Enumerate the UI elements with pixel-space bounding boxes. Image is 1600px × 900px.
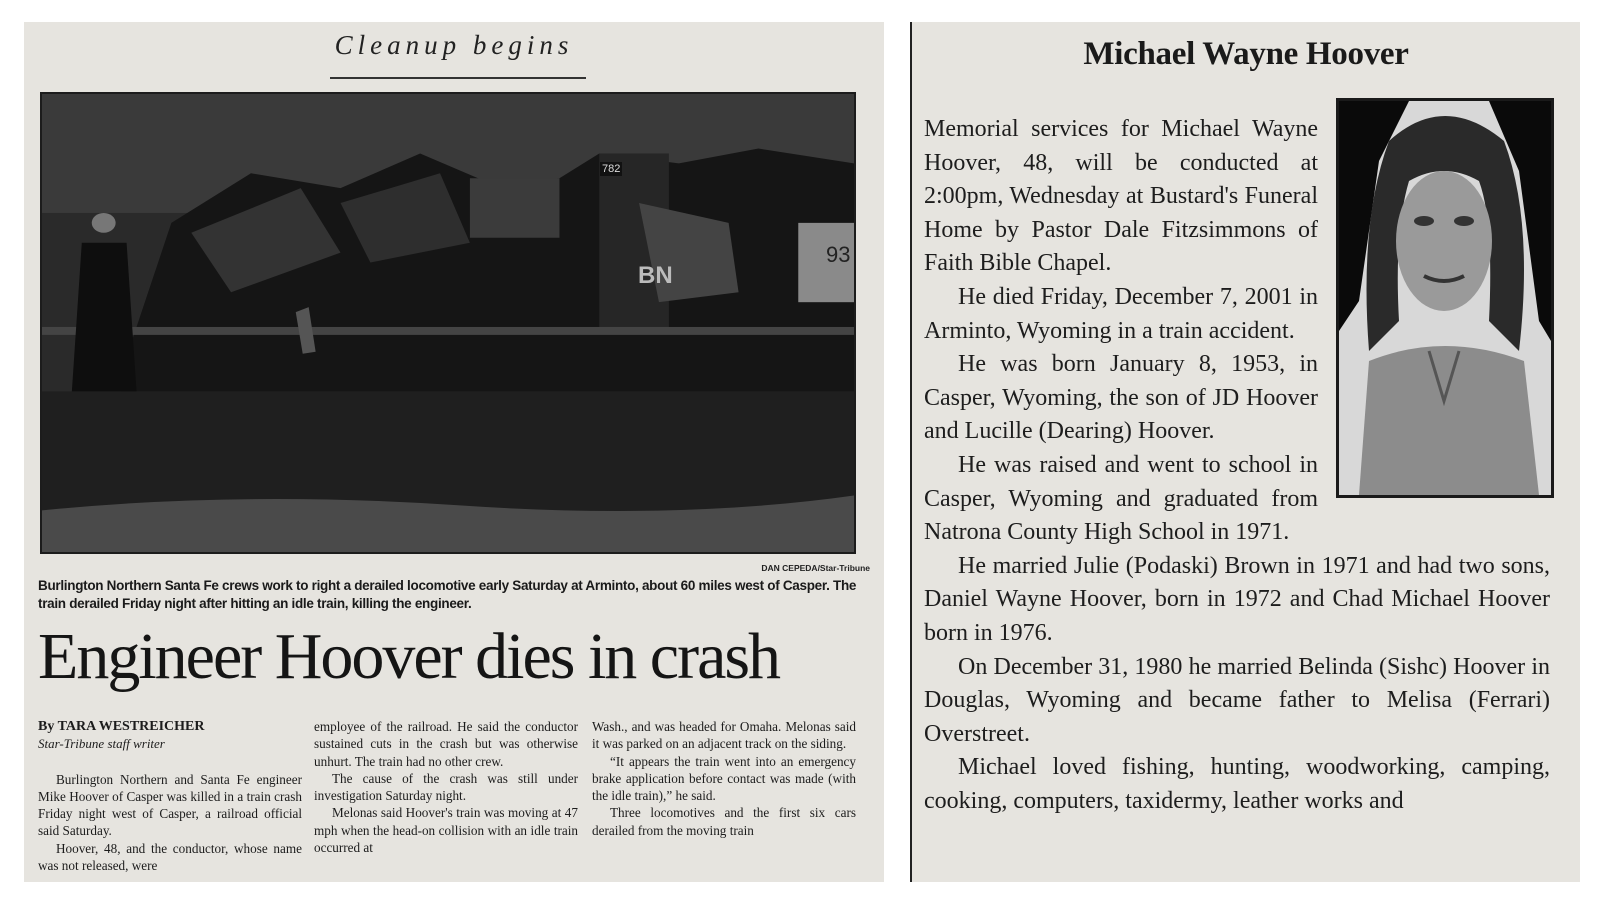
obituary-paragraph: He died Friday, December 7, 2001 in Arminto, Wyoming in a train accident. [924,283,1318,344]
locomotive-number: 782 [602,163,621,175]
article-column-3 [592,718,856,839]
derailed-locomotive-image [42,94,854,552]
article-clipping [24,22,884,882]
article-paragraph: employee of the railroad. He said the conductor sustained cuts in the crash but was otherwise unhurt. The train had no other crew. [314,719,578,769]
portrait-spacer [1318,113,1550,511]
kicker: Cleanup begins [334,30,574,60]
article-column-2 [314,718,578,856]
article-column-1 [38,718,302,874]
locomotive-logo: BN [638,262,673,289]
obituary-body [924,113,1550,818]
locomotive-number: 93 [826,242,851,267]
article-paragraph: Wash., and was headed for Omaha. Melonas said it was parked on an adjacent track on the siding. [592,719,856,752]
obituary-paragraph: He was raised and went to school in Casper, Wyoming and graduated from Natrona County High School in 1971. [924,451,1318,546]
crash-photo [40,92,856,554]
obituary-title: Michael Wayne Hoover [1083,36,1409,72]
article-paragraph: Three locomotives and the first six cars derailed from the moving train [592,805,856,838]
article-paragraph: The cause of the crash was still under investigation Saturday night. [314,770,578,804]
obituary-clipping [910,22,1580,882]
obituary-paragraph: He was born January 8, 1953, in Casper, Wyoming, the son of JD Hoover and Lucille (Dearing) Hoover. [924,351,1318,445]
obituary-paragraph: He married Julie (Podaski) Brown in 1971 and had two sons, Daniel Wayne Hoover, born in 1972 and Chad Michael Hoover born in 1976. [924,552,1550,646]
obituary-paragraph: Michael loved fishing, hunting, woodworking, camping, cooking, computers, taxidermy, leather works and [924,754,1550,814]
byline-title: Star-Tribune staff writer [38,736,165,752]
article-paragraph: “It appears the train went into an emergency brake application before contact was made (with the idle train),” he said. [592,753,856,804]
obituary-paragraph: On December 31, 1980 he married Belinda (Sishc) Hoover in Douglas, Wyoming and became father to Melisa (Ferrari) Overstreet. [924,653,1550,747]
obituary-paragraph: Memorial services for Michael Wayne Hoover, 48, will be conducted at 2:00pm, Wednesday at Bustard's Funeral Home by Pastor Dale Fitzsimmons of Faith Bible Chapel. [924,116,1318,277]
photo-credit: DAN CEPEDA/Star-Tribune [761,563,870,573]
kicker-rule [330,77,586,79]
article-paragraph: Hoover, 48, and the conductor, whose name was not released, were [38,840,302,874]
headline: Engineer Hoover dies in crash [38,620,780,693]
byline: By TARA WESTREICHER [38,719,205,734]
photo-caption: Burlington Northern Santa Fe crews work to right a derailed locomotive early Saturday at Arminto, about 60 miles west of Casper. The train derailed Friday night after hitting an idle train, killing the engineer. [38,578,857,611]
article-paragraph: Melonas said Hoover's train was moving at 47 mph when the head-on collision with an idle train occurred at [314,805,578,856]
article-paragraph: Burlington Northern and Santa Fe engineer Mike Hoover of Casper was killed in a train crash Friday night west of Casper, a railroad official said Saturday. [38,771,302,839]
